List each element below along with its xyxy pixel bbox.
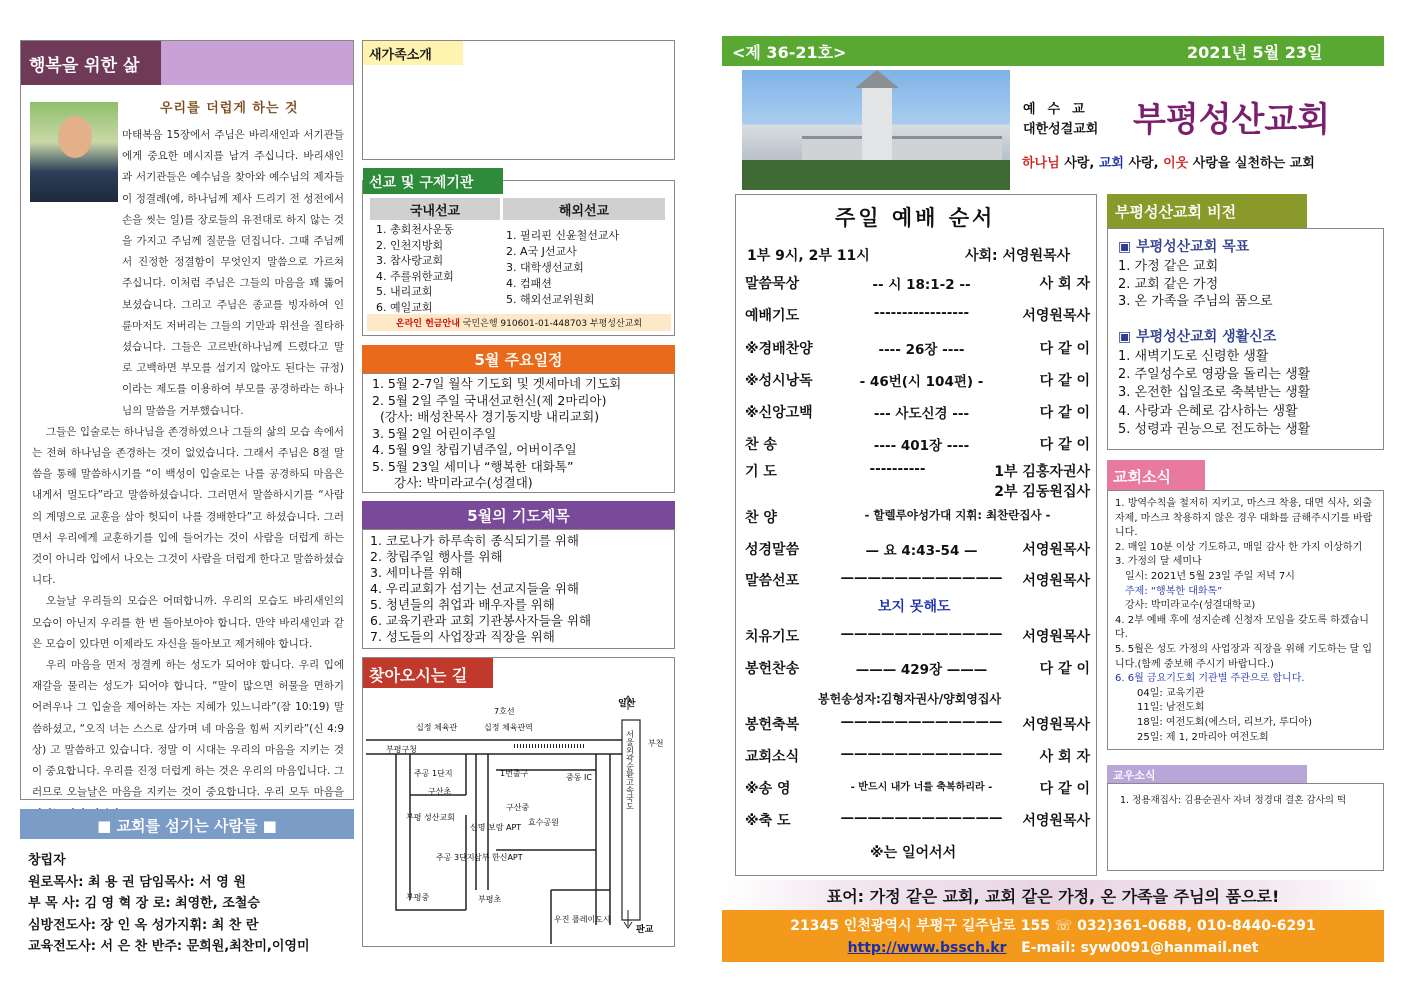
- list-item: 1. 필리핀 신윤철선교사: [506, 229, 620, 242]
- map-sipjeong-gym: 십정 체육관: [416, 723, 458, 732]
- creed-title: ▣ 부평성산교회 생활신조: [1118, 329, 1277, 345]
- church-slogan: 표어: 가정 같은 교회, 교회 같은 가정, 온 가족을 주님의 품으로!: [722, 880, 1384, 910]
- map-bupyeongjung: 부평중: [406, 893, 430, 902]
- staff-line: 창립자: [28, 853, 66, 868]
- order-row: ※송 영 - 반드시 내가 너를 축복하리라 - 다 같 이: [745, 781, 1090, 797]
- member-news-title: 교우소식: [1107, 765, 1307, 783]
- map-bupyeong-gu: 부평구청: [386, 745, 417, 754]
- list-item: 1. 방역수칙을 철저히 지키고, 마스크 착용, 대면 식사, 외출자제, 마스크 착용하지 않은 경우 대화를 금해주시기를 바랍니다.: [1115, 498, 1373, 539]
- prayer-title: 5월의 기도제목: [362, 501, 675, 529]
- map-jeungdong: 중동 IC: [566, 773, 592, 782]
- list-item: 2. 주일성수로 영광을 돌리는 생활: [1118, 367, 1311, 383]
- map-ilsan: 일산: [618, 699, 636, 709]
- schedule-title: 5월 주요일정: [362, 345, 675, 373]
- map-gusancho: 구산초: [428, 787, 452, 796]
- list-item: 4. 주를위한교회: [376, 269, 454, 283]
- denomination-line1: 예수교: [1023, 102, 1097, 117]
- list-item: 11일: 남전도회: [1137, 702, 1205, 714]
- church-motto: 하나님 사랑, 교회 사랑, 이웃 사랑을 실천하는 교회: [1022, 156, 1315, 171]
- order-row: 예배기도 ----------------- 서영원목사: [745, 305, 1090, 324]
- list-item: 4. 2부 예배 후에 성지순례 신청자 모임을 갖도록 하겠습니다.: [1115, 614, 1369, 641]
- worship-order-panel: [735, 194, 1097, 876]
- list-item: 1. 총회천사운동: [376, 223, 454, 236]
- directions-map: [366, 690, 671, 944]
- order-row: 기 도 ---------- 1부 김홍자권사: [745, 461, 1090, 480]
- sermon-paragraph: 우리 마음을 먼저 정결케 하는 성도가 되어야 합니다. 우리 입에 재갈을 물리는 성도가 되어야 합니다. “말이 많으면 허물을 면하기 어려우나 그 입술을 제어하는 자는 지혜가 있느니라”(잠 10:19) 말씀하셨고, “오직 너는 스스로 삼가며 네 마음을 힘써 지키라”(신 4:9상) 고 말씀하고 있습니다. 정말 이 시대는 우리의 마음을 지키는 것이 중요합니다. 우리를 진정 더럽게 하는 것은 우리의 마음입니다. 그러므로 오늘날은 마음을 지키는 것이 중요합니다. 우리 모두 마음을: [32, 659, 344, 799]
- list-item: 2. 창립주일 행사를 위해: [370, 549, 503, 564]
- list-item: 3. 가정의 달 세미나: [1115, 556, 1202, 568]
- standing-note: ※는 일어서서: [870, 845, 957, 861]
- map-title: 찾아오시는 길: [363, 658, 493, 688]
- motto-god: 하나님: [1022, 156, 1060, 171]
- list-item: 2. 교회 같은 가정: [1118, 276, 1219, 292]
- list-item: (강사: 배성찬목사 경기동지방 내리교회): [380, 409, 600, 424]
- domestic-mission-header: 국내선교: [370, 198, 500, 220]
- order-row: 치유기도 ———————————— 서영원목사: [745, 626, 1090, 645]
- list-item: 6. 예일교회: [376, 300, 433, 314]
- list-item: 6. 교육기관과 교회 기관봉사자들을 위해: [370, 613, 592, 628]
- order-row: 성경말씀 — 요 4:43-54 — 서영원목사: [745, 542, 1090, 559]
- staff-list: [28, 850, 310, 958]
- list-item: 4. 5월 9일 창립기념주일, 어버이주일: [372, 442, 577, 457]
- motto-love: 사랑,: [1064, 156, 1095, 171]
- order-row: 찬 양 - 할렐루야성가대 지휘: 최찬란집사 -: [745, 508, 1051, 526]
- map-pangyo: 판교: [636, 925, 654, 935]
- map-juyang3: 주공 3단지: [436, 853, 475, 862]
- map-bucheon: 부천: [648, 739, 664, 748]
- order-row: 봉헌찬송 ——— 429장 ——— 다 같 이: [745, 661, 1090, 678]
- goal-list: [1118, 258, 1273, 311]
- order-row: ※성시낭독 - 46번(시 104편) - 다 같 이: [745, 373, 1090, 390]
- news-list: [1115, 497, 1377, 745]
- map-juyang1: 주공 1단지: [414, 769, 453, 778]
- staff-title: ■ 교회를 섬기는 사람들 ■: [20, 809, 354, 839]
- mission-title: 선교 및 구제기관: [363, 168, 503, 194]
- website-link[interactable]: http://www.bssch.kr: [847, 940, 1007, 956]
- list-item: 1. 새벽기도로 신령한 생활: [1118, 349, 1269, 364]
- overseas-mission-header: 해외선교: [503, 198, 665, 220]
- list-item: 5. 5월 23일 세미나 “행복한 대화톡”: [372, 458, 574, 474]
- list-item: 강사: 박미라교수(성결대): [394, 475, 533, 490]
- list-item: 04일: 교육기관: [1137, 687, 1205, 699]
- order-row: ※경배찬양 ---- 26장 ---- 다 같 이: [745, 341, 1090, 358]
- list-item: 2. 매일 10분 이상 기도하고, 매일 감사 한 가지 이상하기: [1115, 541, 1363, 553]
- map-ujin: 우진 플레이도시: [554, 915, 611, 924]
- staff-line: 심방전도사: 장 인 옥 성가지휘: 최 찬 란: [28, 917, 259, 933]
- list-item: 5. 성령과 권능으로 전도하는 생활: [1118, 421, 1311, 437]
- order-row: ※축 도 ———————————— 서영원목사: [745, 810, 1090, 829]
- sermon-paragraph: 그들은 입술로는 하나님을 존경하였으나 그들의 삶의 모습 속에서는 전혀 하나님을 존경하는 것이 없었습니다. 그래서 주님은 8절 말씀을 통해 말씀하시기를 “이 백성이 입술로는 나를 공경하되 마음은 내게서 멀도다”라고 말씀하셨습니다. 그러면서 말씀하시기를 “사람의 계명으로 교훈을 삼아 헛되이 나를 경배한다”고 하셨습니다. 그러면서 우리에게 교훈하기를 입에 들어가는 것이 사람을 더럽게 하는 것이 아니라 입에서 나오는 그것이 사람을 더럽게 한다고 말씀하셨습니다.: [32, 425, 344, 587]
- list-item: 4. 우리교회가 섬기는 선교지들을 위해: [370, 581, 579, 596]
- list-item: 18일: 여전도회(에스더, 리브가, 루디아): [1137, 716, 1313, 728]
- map-gusanjung: 구산중: [506, 803, 530, 812]
- offering-singers: 봉헌송성자:김형자권사/양회영집사: [818, 692, 1002, 706]
- list-item: 일시: 2021년 5월 23일 주일 저녁 7시: [1125, 570, 1295, 582]
- goal-title: ▣ 부평성산교회 목표: [1118, 239, 1250, 255]
- map-sinmyeong: 신명 보람 APT: [470, 823, 522, 832]
- list-item: 1. 가정 같은 교회: [1118, 259, 1219, 274]
- staff-line: 부 목 사: 김 영 혁 장 로: 최영한, 조철승: [28, 896, 260, 911]
- list-item: 5. 해외선교위원회: [506, 293, 595, 306]
- list-item: 1. 코로나가 하루속히 종식되기를 위해: [370, 533, 579, 548]
- list-item: 3. 대학생선교회: [506, 261, 584, 274]
- new-family-title: 새가족소개: [363, 41, 463, 65]
- bulletin-date: 2021년 5월 23일: [1187, 43, 1323, 62]
- motto-church: 교회: [1098, 156, 1124, 171]
- title-accent-bar: [161, 41, 353, 85]
- prayer-list: [370, 533, 591, 645]
- list-item: 5. 내리교회: [376, 285, 433, 298]
- service-times: 1부 9시, 2부 11시: [747, 248, 870, 264]
- domestic-mission-list: [376, 222, 454, 315]
- church-name: 부평성산교회: [1133, 100, 1331, 140]
- sermon-column-title: 행복을 위한 삶: [21, 41, 161, 85]
- list-item: 25일: 제 1, 2마리아 여전도회: [1137, 731, 1269, 743]
- order-row: 교회소식 ———————————— 사 회 자: [745, 746, 1090, 765]
- list-item: 5. 5월은 성도 가정의 사업장과 직장을 위해 기도하는 달 입니다.(함께 중보해 주시기 바랍니다.): [1115, 643, 1373, 670]
- sermon-paragraph: 마태복음 15장에서 주님은 바리새인과 서기관들에게 중요한 메시지를 남겨 주십니다. 바리새인과 서기관들은 예수님을 찾아와 예수님의 제자들이 정결례(예, 하나님께 제사 드리기 전 성전에서 손을 씻는 일)를 장로들의 유전대로 하지 않는 것을 가지고 주님께 질문을 던집니다. 그때 주님께서 진정한 정결함이 무엇인지 말씀으로 가르쳐 주십니다. 이처럼 주님은 그들의 마음을 꽤 뚫어 보셨습니다. 그리고 주님은 종교를 빙자하여 인륜마저도 저버리는 그들의 기만과 위선을 질타하셨습니다. 그들은 고르반(하나님께 드렸다고 말로 고백하면 부모를 섬기지 않아도 된다는 규정)이라는 제도를 이용하여 부모를 공경하라는 하나님의 말씀을 거부했습니다.: [122, 129, 344, 417]
- map-highway: 서울외곽순환고속국도: [625, 730, 635, 810]
- news-title: 교회소식: [1107, 460, 1205, 490]
- list-item: 2. 인천지방회: [376, 238, 444, 252]
- sermon-name: 보지 못해도: [878, 599, 951, 615]
- list-item: 5. 청년들의 취업과 배우자를 위해: [370, 597, 555, 612]
- map-bupyeongcho: 부평초: [478, 895, 502, 904]
- church-photo: [742, 70, 1010, 190]
- list-item: 4. 컴패션: [506, 277, 552, 290]
- map-exit1: 1번출구: [500, 769, 529, 778]
- order-row: 봉헌축복 ———————————— 서영원목사: [745, 714, 1090, 733]
- map-sipjeong-station: 십정 체육관역: [484, 723, 533, 732]
- order-row: 찬 송 ---- 401장 ---- 다 같 이: [745, 437, 1090, 454]
- list-item: 2. 5월 2일 주일 국내선교헌신(제 2마리아): [372, 392, 607, 408]
- list-item: 3. 5월 2일 어린이주일: [372, 425, 497, 441]
- map-hanshin: 삼부 한신APT: [474, 853, 523, 862]
- staff-line: 원로목사: 최 용 권 담임목사: 서 영 원: [28, 874, 246, 890]
- worship-order-title: 주일 예배 순서: [835, 206, 996, 230]
- staff-line: 교육전도사: 서 은 찬 반주: 문희원,최찬미,이영미: [28, 939, 310, 954]
- overseas-mission-list: [506, 228, 619, 308]
- account-label: 온라인 헌금안내: [395, 319, 460, 329]
- list-item: 4. 사랑과 은혜로 감사하는 생활: [1118, 403, 1298, 419]
- account-text: 국민은행 910601-01-448703 부평성산교회: [462, 319, 643, 329]
- motto-rest: 사랑을 실천하는 교회: [1192, 156, 1315, 171]
- list-item: 3. 온 가족을 주님의 품으로: [1118, 294, 1273, 309]
- order-row: 말씀묵상 -- 시 18:1-2 -- 사 회 자: [745, 276, 1090, 293]
- service-mc: 사회: 서영원목사: [965, 248, 1071, 264]
- denomination-line2: 대한성결교회: [1023, 122, 1099, 137]
- list-item: 주제: “행복한 대화톡”: [1125, 585, 1223, 597]
- sermon-title: 우리를 더럽게 하는 것: [160, 101, 299, 116]
- vision-title: 부평성산교회 비전: [1107, 194, 1307, 228]
- map-line7: 7호선: [494, 707, 515, 716]
- order-row: 말씀선포 ———————————— 서영원목사: [745, 570, 1090, 589]
- member-news-item: 1. 정용재집사: 김용순권사 자녀 정경대 결혼 감사의 떡: [1120, 795, 1347, 806]
- issue-number: <제 36-21호>: [732, 43, 847, 62]
- email[interactable]: E-mail: syw0091@hanmail.net: [1021, 940, 1259, 956]
- map-hyosu: 효수공원: [528, 818, 559, 827]
- list-item: 2. A국 J선교사: [506, 245, 577, 258]
- list-item: 6. 6월 금요기도회 기관별 주관으로 합니다.: [1115, 673, 1305, 685]
- schedule-list: [372, 376, 621, 492]
- sermon-body: [32, 125, 344, 825]
- list-item: 3. 온전한 십일조로 축복받는 생활: [1118, 385, 1311, 401]
- address: 21345 인천광역시 부평구 길주남로 155 ☏ 032)361-0688, 010-8440-6291: [790, 918, 1316, 934]
- order-row: 2부 김동원집사: [994, 484, 1090, 500]
- footer: [722, 910, 1384, 962]
- list-item: 3. 참사랑교회: [376, 254, 444, 267]
- list-item: 강사: 박미라교수(성결대학교): [1125, 600, 1256, 612]
- order-row: ※신앙고백 --- 사도신경 --- 다 같 이: [745, 405, 1090, 422]
- creed-list: [1118, 348, 1310, 439]
- list-item: 3. 세미나를 위해: [370, 565, 463, 580]
- offering-account: [367, 314, 671, 331]
- sermon-paragraph: 오늘날 우리들의 모습은 어떠합니까. 우리의 모습도 바리새인의 모습이 아닌지 우리를 한 번 돌아보아야 합니다. 만약 바리새인과 같은 모습이 있다면 이제라도 자신을 돌아보고 제거해야 합니다.: [32, 595, 344, 650]
- list-item: 7. 성도들의 사업장과 직장을 위해: [370, 629, 555, 644]
- list-item: 1. 5월 2-7일 월삭 기도회 및 겟세마네 기도회: [372, 376, 622, 391]
- map-church: 부평 성산교회: [406, 813, 455, 822]
- motto-neighbor: 이웃: [1163, 156, 1189, 171]
